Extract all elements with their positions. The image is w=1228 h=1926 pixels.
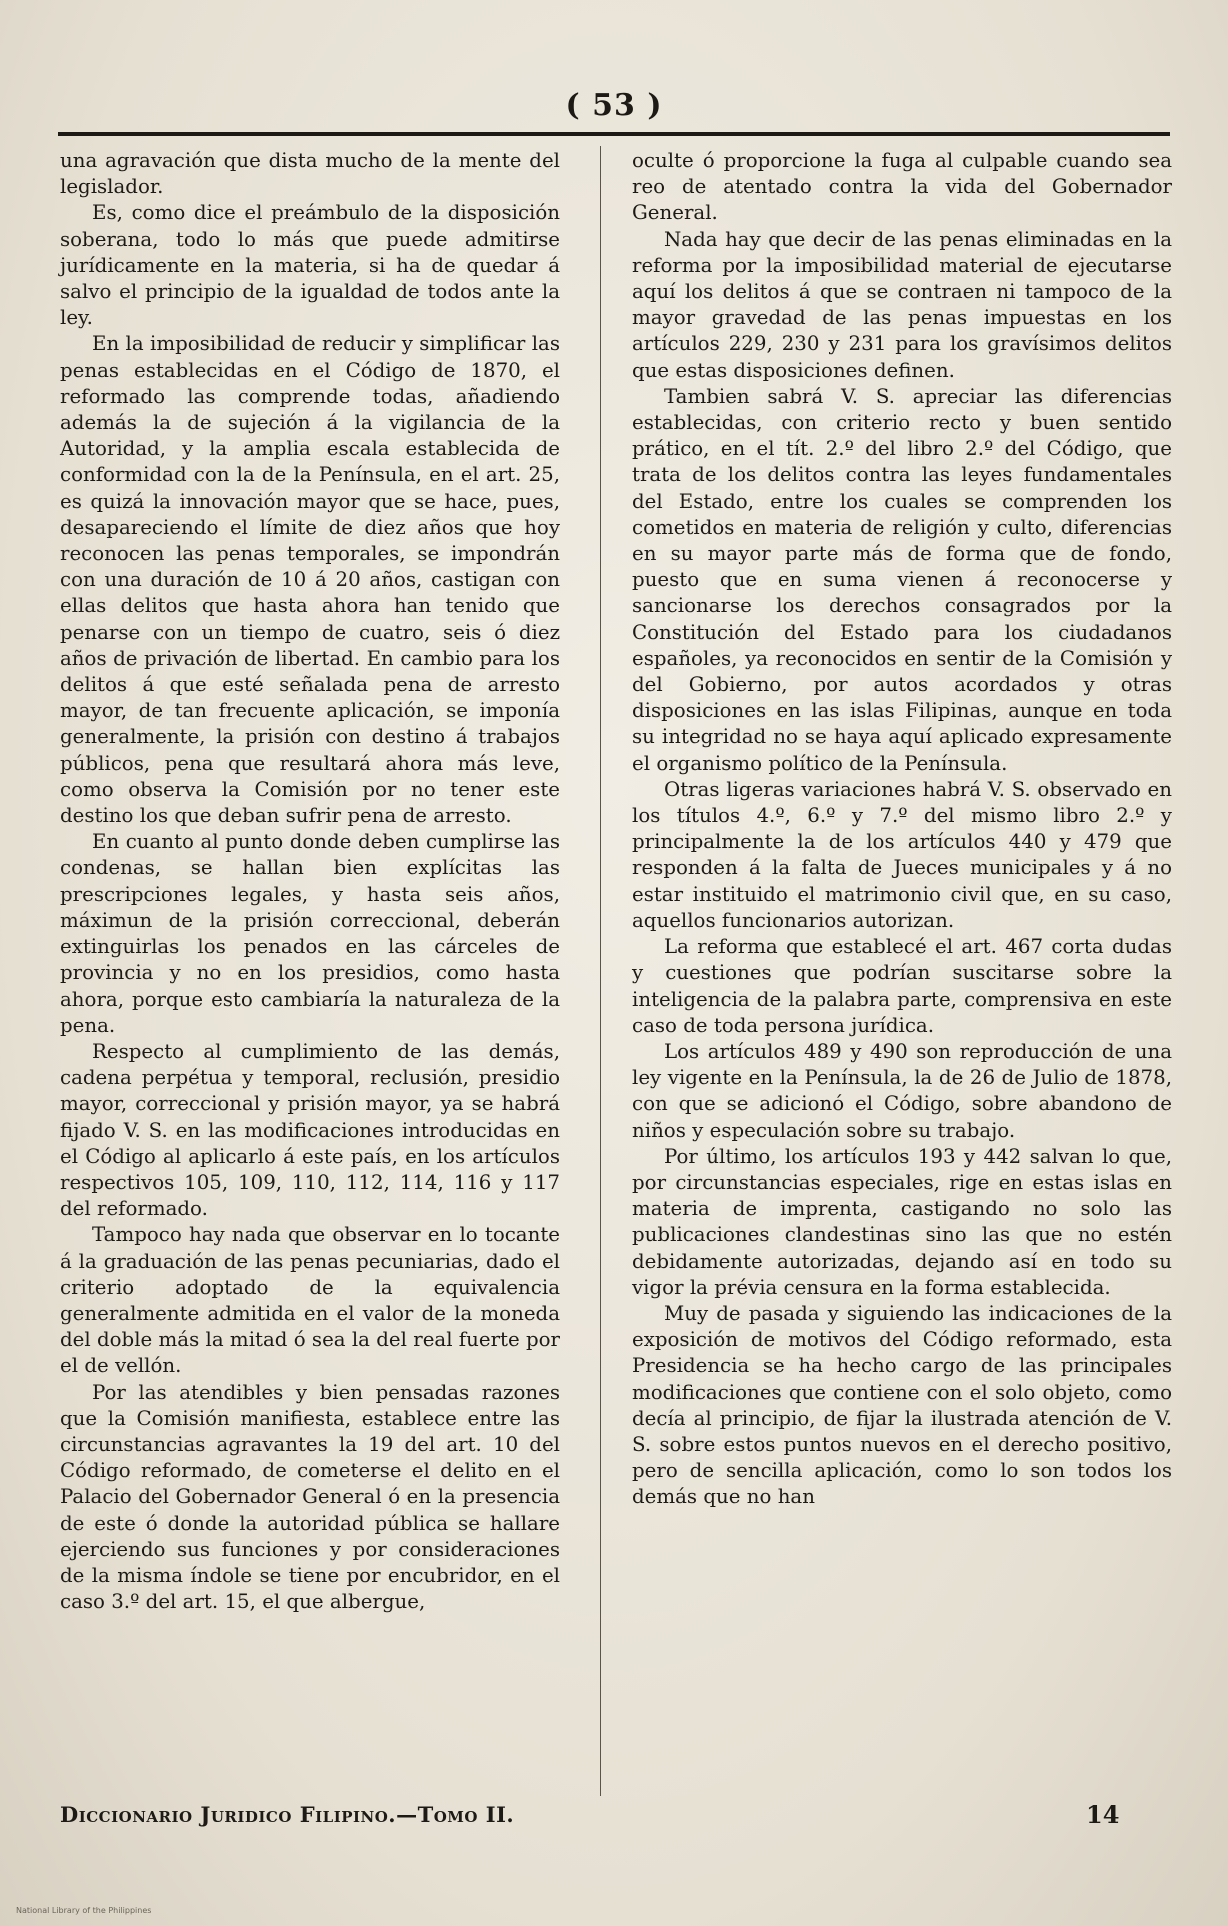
paragraph: Nada hay que decir de las penas eliminadas en la reforma por la imposibilidad material de ejecutarse aquí los delitos á que se contraen ni tampoco de la mayor gravedad de las penas impuestas en los artículos 229, 230 y 231 para los gravísimos delitos que estas disposiciones definen. [632,227,1172,382]
scan-credit: National Library of the Philippines [16,1906,152,1915]
paragraph: oculte ó proporcione la fuga al culpable cuando sea reo de atentado contra la vida del Gobernador General. [632,149,1172,225]
paragraph: Respecto al cumplimiento de las demás, cadena perpétua y temporal, reclusión, presidio mayor, correccional y prisión mayor, ya se habrá fijado V. S. en las modificaciones introducidas en el Código al aplicarlo á este país, en los artículos respectivos 105, 109, 110, 112, 114, 116 y 117 del reformado. [60,1039,560,1221]
paragraph: En cuanto al punto donde deben cumplirse las condenas, se hallan bien explícitas las prescripciones legales, y hasta seis años, máximun de la prisión correccional, deberán extinguirlas los penados en las cárceles de provincia y no en los presidios, como hasta ahora, porque esto cambiaría la naturaleza de la pena. [60,830,560,1037]
left-column [60,148,560,1615]
paragraph: Otras ligeras variaciones habrá V. S. observado en los títulos 4.º, 6.º y 7.º del mismo libro 2.º y principalmente la de los artículos 440 y 479 que responden á la falta de Jueces municipales y á no estar instituido el matrimonio civil que, en su caso, aquellos funcionarios autorizan. [632,777,1172,932]
paragraph: Tambien sabrá V. S. apreciar las diferencias establecidas, con criterio recto y buen sentido prático, en el tít. 2.º del libro 2.º del Código, que trata de los delitos contra las leyes fundamentales del Estado, entre los cuales se comprenden los cometidos en materia de religión y culto, diferencias en su mayor parte más de forma que de fondo, puesto que en suma vienen á reconocerse y sancionarse los derechos consagrados por la Constitución del Estado para los ciudadanos españoles, ya reconocidos en sentir de la Comisión y del Gobierno, por autos acordados y otras disposiciones en las islas Filipinas, aunque en toda su integridad no se haya aquí aplicado expresamente el organismo político de la Península. [632,384,1172,775]
paragraph: Por las atendibles y bien pensadas razones que la Comisión manifiesta, establece entre las circunstancias agravantes la 19 del art. 10 del Código reformado, de cometerse el delito en el Palacio del Gobernador General ó en la presencia de este ó donde la autoridad pública se hallare ejerciendo sus funciones y por consideraciones de la misma índole se tiene por encubridor, en el caso 3.º del art. 15, el que albergue, [60,1380,560,1614]
paragraph: Muy de pasada y siguiendo las indicaciones de la exposición de motivos del Código reformado, esta Presidencia se ha hecho cargo de las principales modificaciones que contiene con el solo objeto, como decía al principio, de fijar la ilustrada atención de V. S. sobre estos puntos nuevos en el derecho positivo, pero de sencilla aplicación, como lo son todos los demás que no han [632,1301,1172,1509]
paragraph: La reforma que establecé el art. 467 corta dudas y cuestiones que podrían suscitarse sobre la inteligencia de la palabra parte, comprensiva en este caso de toda persona jurídica. [632,935,1172,1037]
header-rule [58,132,1170,136]
page-number: ( 53 ) [565,88,663,123]
paragraph: En la imposibilidad de reducir y simplificar las penas establecidas en el Código de 1870, el reformado las comprende todas, añadiendo además la de sujeción á la vigilancia de la Autoridad, y la amplia escala establecida de conformidad con la de la Península, en el art. 25, es quizá la innovación mayor que se hace, pues, desapareciendo el límite de diez años que hoy reconocen las penas temporales, se impondrán con una duración de 10 á 20 años, castigan con ellas delitos que hasta ahora han tenido que penarse con un tiempo de cuatro, seis ó diez años de privación de libertad. En cambio para los delitos á que esté señalada pena de arresto mayor, de tan frecuente aplicación, se imponía generalmente, la prisión con destino á trabajos públicos, pena que resultará ahora más leve, como observa la Comisión por no tener este destino los que deban sufrir pena de arresto. [60,332,560,828]
footer-title: Diccionario Juridico Filipino.—Tomo II. [60,1802,515,1827]
paragraph: Los artículos 489 y 490 son reproducción de una ley vigente en la Península, la de 26 de Julio de 1878, con que se adicionó el Código, sobre abandono de niños y especulación sobre su trabajo. [632,1039,1172,1142]
paragraph: Tampoco hay nada que observar en lo tocante á la graduación de las penas pecuniarias, dado el criterio adoptado de la equivalencia generalmente admitida en el valor de la moneda del doble más la mitad ó sea la del real fuerte por el de vellón. [60,1223,561,1378]
right-column [632,148,1172,1511]
column-divider [600,146,601,1796]
signature-mark: 14 [1086,1800,1120,1829]
paragraph: Es, como dice el preámbulo de la disposición soberana, todo lo más que puede admitirse jurídicamente en la materia, si ha de quedar á salvo el principio de la igualdad de todos ante la ley. [60,201,560,330]
paragraph: una agravación que dista mucho de la mente del legislador. [60,149,560,199]
paragraph: Por último, los artículos 193 y 442 salvan lo que, por circunstancias especiales, rige en estas islas en materia de imprenta, castigando no solo las publicaciones clandestinas sino las que no estén debidamente autorizadas, dejando así en todo su vigor la prévia censura en la forma establecida. [632,1144,1172,1299]
